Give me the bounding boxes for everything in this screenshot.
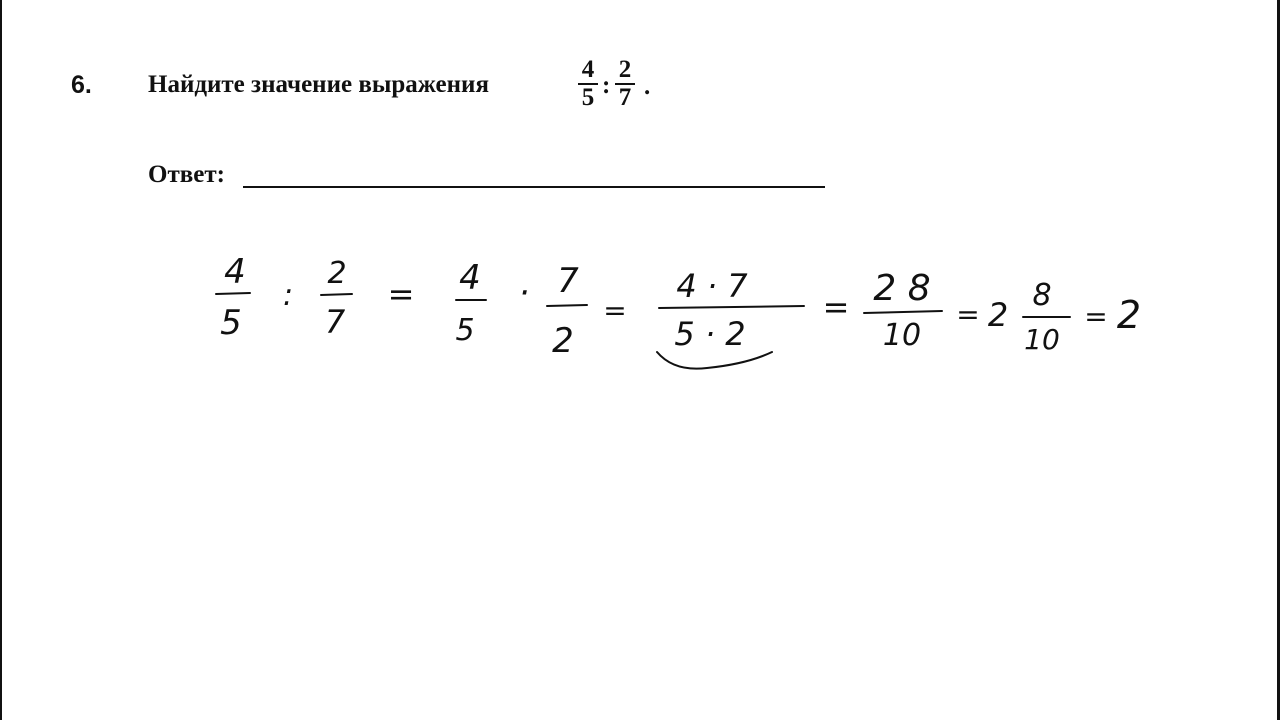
task-period: . <box>644 73 651 100</box>
hw-whole-part: 2 <box>987 296 1009 334</box>
task-fraction-second-numerator: 2 <box>618 56 632 83</box>
hw-equals-4: = <box>956 298 980 331</box>
hw-result: 2 <box>1116 293 1142 337</box>
hw-f7-denominator: 10 <box>1024 323 1060 356</box>
hw-colon: : <box>282 278 294 313</box>
hw-f1-denominator: 5 <box>220 303 242 343</box>
task-operator: : <box>602 72 611 99</box>
handwritten-solution <box>2 0 1280 720</box>
hw-f5-denominator: 5 · 2 <box>674 315 746 353</box>
hw-f7-numerator: 8 <box>1032 278 1052 313</box>
hw-f4-numerator: 7 <box>557 261 579 301</box>
hw-f1-bar <box>216 293 250 294</box>
answer-label: Ответ: <box>148 161 225 188</box>
hw-f2-bar <box>321 294 352 295</box>
hw-equals-2: = <box>603 294 627 327</box>
hw-equals-1: = <box>387 275 415 313</box>
hw-f6-bar <box>864 311 942 313</box>
hw-f6-denominator: 10 <box>882 318 922 353</box>
hw-dot: · <box>518 273 530 313</box>
hw-underline-arc <box>657 352 772 369</box>
hw-f5-numerator: 4 · 7 <box>676 267 748 305</box>
task-fraction-first-numerator: 4 <box>581 56 595 83</box>
task-text: Найдите значение выражения <box>148 71 489 98</box>
hw-f3-denominator: 5 <box>455 313 475 348</box>
hw-equals-5: = <box>1084 300 1108 333</box>
hw-f2-numerator: 2 <box>327 256 347 291</box>
hw-f1-numerator: 4 <box>224 252 246 292</box>
hw-f6-numerator: 2 8 <box>873 268 931 309</box>
hw-f4-bar <box>547 305 587 306</box>
hw-f4-denominator: 2 <box>552 321 574 361</box>
hw-equals-3: = <box>822 288 850 326</box>
hw-f2-denominator: 7 <box>324 303 346 341</box>
task-fraction-second-denominator: 7 <box>618 84 632 111</box>
task-fraction-first-denominator: 5 <box>581 84 595 111</box>
hw-f3-numerator: 4 <box>459 258 481 298</box>
hw-f5-bar <box>659 306 804 308</box>
task-number: 6. <box>71 71 92 99</box>
